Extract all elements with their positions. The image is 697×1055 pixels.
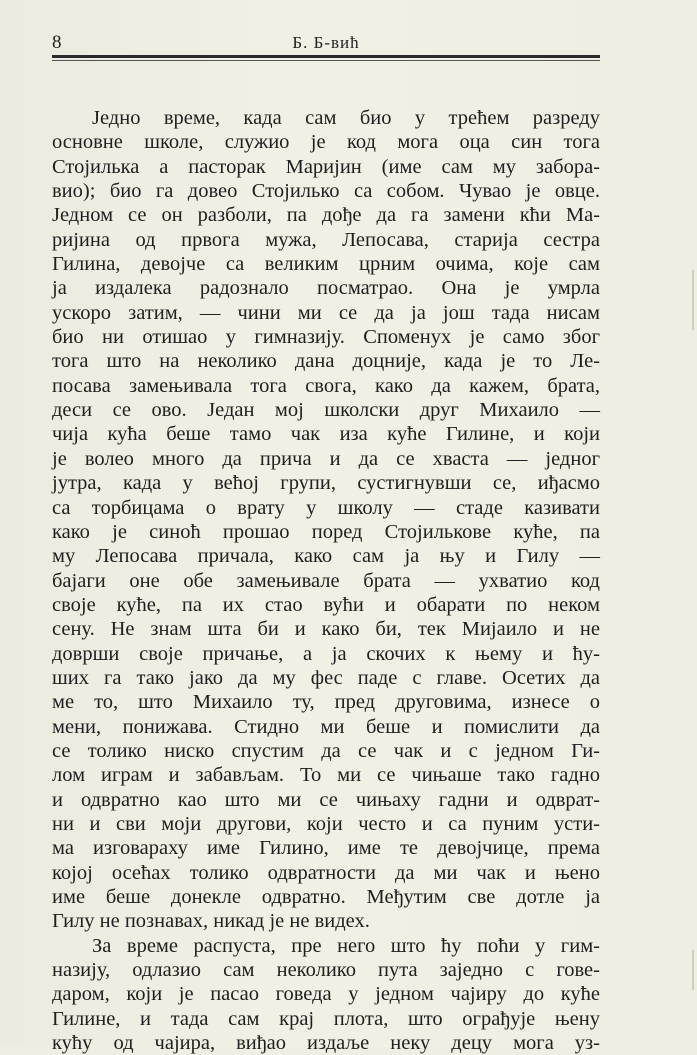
page-edge-mark xyxy=(692,270,694,330)
text-line: је волео много да прича и да се хваста — једног xyxy=(52,447,600,470)
page-number: 8 xyxy=(52,32,62,53)
text-line: вио); био га довео Стојилько са собом. Чувао је овце. xyxy=(52,180,600,203)
text-line: бајаги оне обе замењивале брата — ухватио код xyxy=(52,569,600,592)
text-line: назију, одлазио сам неколико пута заједно с гове- xyxy=(52,959,600,982)
text-line: ме то, што Михаило ту, пред друговима, изнесе о xyxy=(52,691,600,714)
text-line: био ни отишао у гимназију. Споменух је само због xyxy=(52,326,600,349)
text-line-paragraph-end: Гилу не познавах, никад је не видех. xyxy=(52,910,370,933)
text-line: посава замењивала тога свога, како да кажем, брата, xyxy=(52,374,600,397)
text-line: којој осећах толико одвратности да ми чак и њено xyxy=(52,861,600,884)
text-line: деси се ово. Један мој школски друг Михаило — xyxy=(52,399,600,422)
text-line-paragraph-start: За време распуста, пре него што ћу поћи у гим- xyxy=(92,934,600,957)
text-line: кућу од чајира, виђао издаље неку децу мога уз- xyxy=(52,1032,600,1055)
text-line: му Лепосава причала, како сам ја њу и Гилу — xyxy=(52,545,600,568)
header-rule-thin xyxy=(52,60,600,61)
text-line: своје куће, па их стао вући и обарати по неком xyxy=(52,593,600,616)
text-line: доврши своје причање, а ја скочих к њему и ћу- xyxy=(52,642,600,665)
text-line: Једном се он разболи, па дође да га замени кћи Ма- xyxy=(52,204,600,227)
text-line: лом играм и забављам. То ми се чињаше тако гадно xyxy=(52,764,600,787)
text-line: тога што на неколико дана доцније, када је то Ле- xyxy=(52,350,600,373)
text-line: чија кућа беше тамо чак иза куће Гилине, и који xyxy=(52,423,600,446)
text-line: ријина од првога мужа, Лепосава, старија сестра xyxy=(52,228,600,251)
text-line: се толико ниско спустим да се чак и с једном Ги- xyxy=(52,739,600,762)
text-line: сену. Не знам шта би и како би, тек Мијаило и не xyxy=(52,618,600,641)
body-text xyxy=(52,106,600,1055)
text-line: мени, понижава. Стидно ми беше и помислити да xyxy=(52,715,600,738)
text-line: Стојилька а пасторак Маријин (име сам му забора- xyxy=(52,155,600,178)
text-line: ма изговараху име Гилино, име те девојчице, према xyxy=(52,837,600,860)
running-head: Б. Б-вић xyxy=(292,33,360,52)
text-line: јутра, када у већој групи, сустигнувши се, иђасмо xyxy=(52,472,600,495)
text-line: ускоро затим, — чини ми се да ја још тада нисам xyxy=(52,301,600,324)
text-line: ших га тако јако да му фес паде с главе. Осетих да xyxy=(52,666,600,689)
page-header xyxy=(52,30,600,56)
text-line: ни и сви моји другови, који често и са пуним усти- xyxy=(52,812,600,835)
text-line: ја издалека радознало посматрао. Она је умрла xyxy=(52,277,600,300)
text-line: како је синоћ прошао поред Стојилькове куће, па xyxy=(52,520,600,543)
page-edge-mark xyxy=(692,950,694,990)
text-line: Гилина, девојче са великим црним очима, које сам xyxy=(52,253,600,276)
header-rule-thick xyxy=(52,55,600,58)
text-line: Гилине, и тада сам крај плота, што ограђује њену xyxy=(52,1007,600,1030)
text-line: основне школе, служио је код мога оца син тога xyxy=(52,131,600,154)
text-line: даром, који је пасао говеда у једном чајиру до куће xyxy=(52,983,600,1006)
text-line: Једно време, када сам био у трећем разреду xyxy=(92,107,600,129)
text-line: са торбицама о врату у школу — стаде казивати xyxy=(52,496,600,519)
text-line: име беше донекле одвратно. Међутим све дотле ја xyxy=(52,886,600,908)
text-line: и одвратно као што ми се чињаху гадни и одврат- xyxy=(52,788,600,811)
